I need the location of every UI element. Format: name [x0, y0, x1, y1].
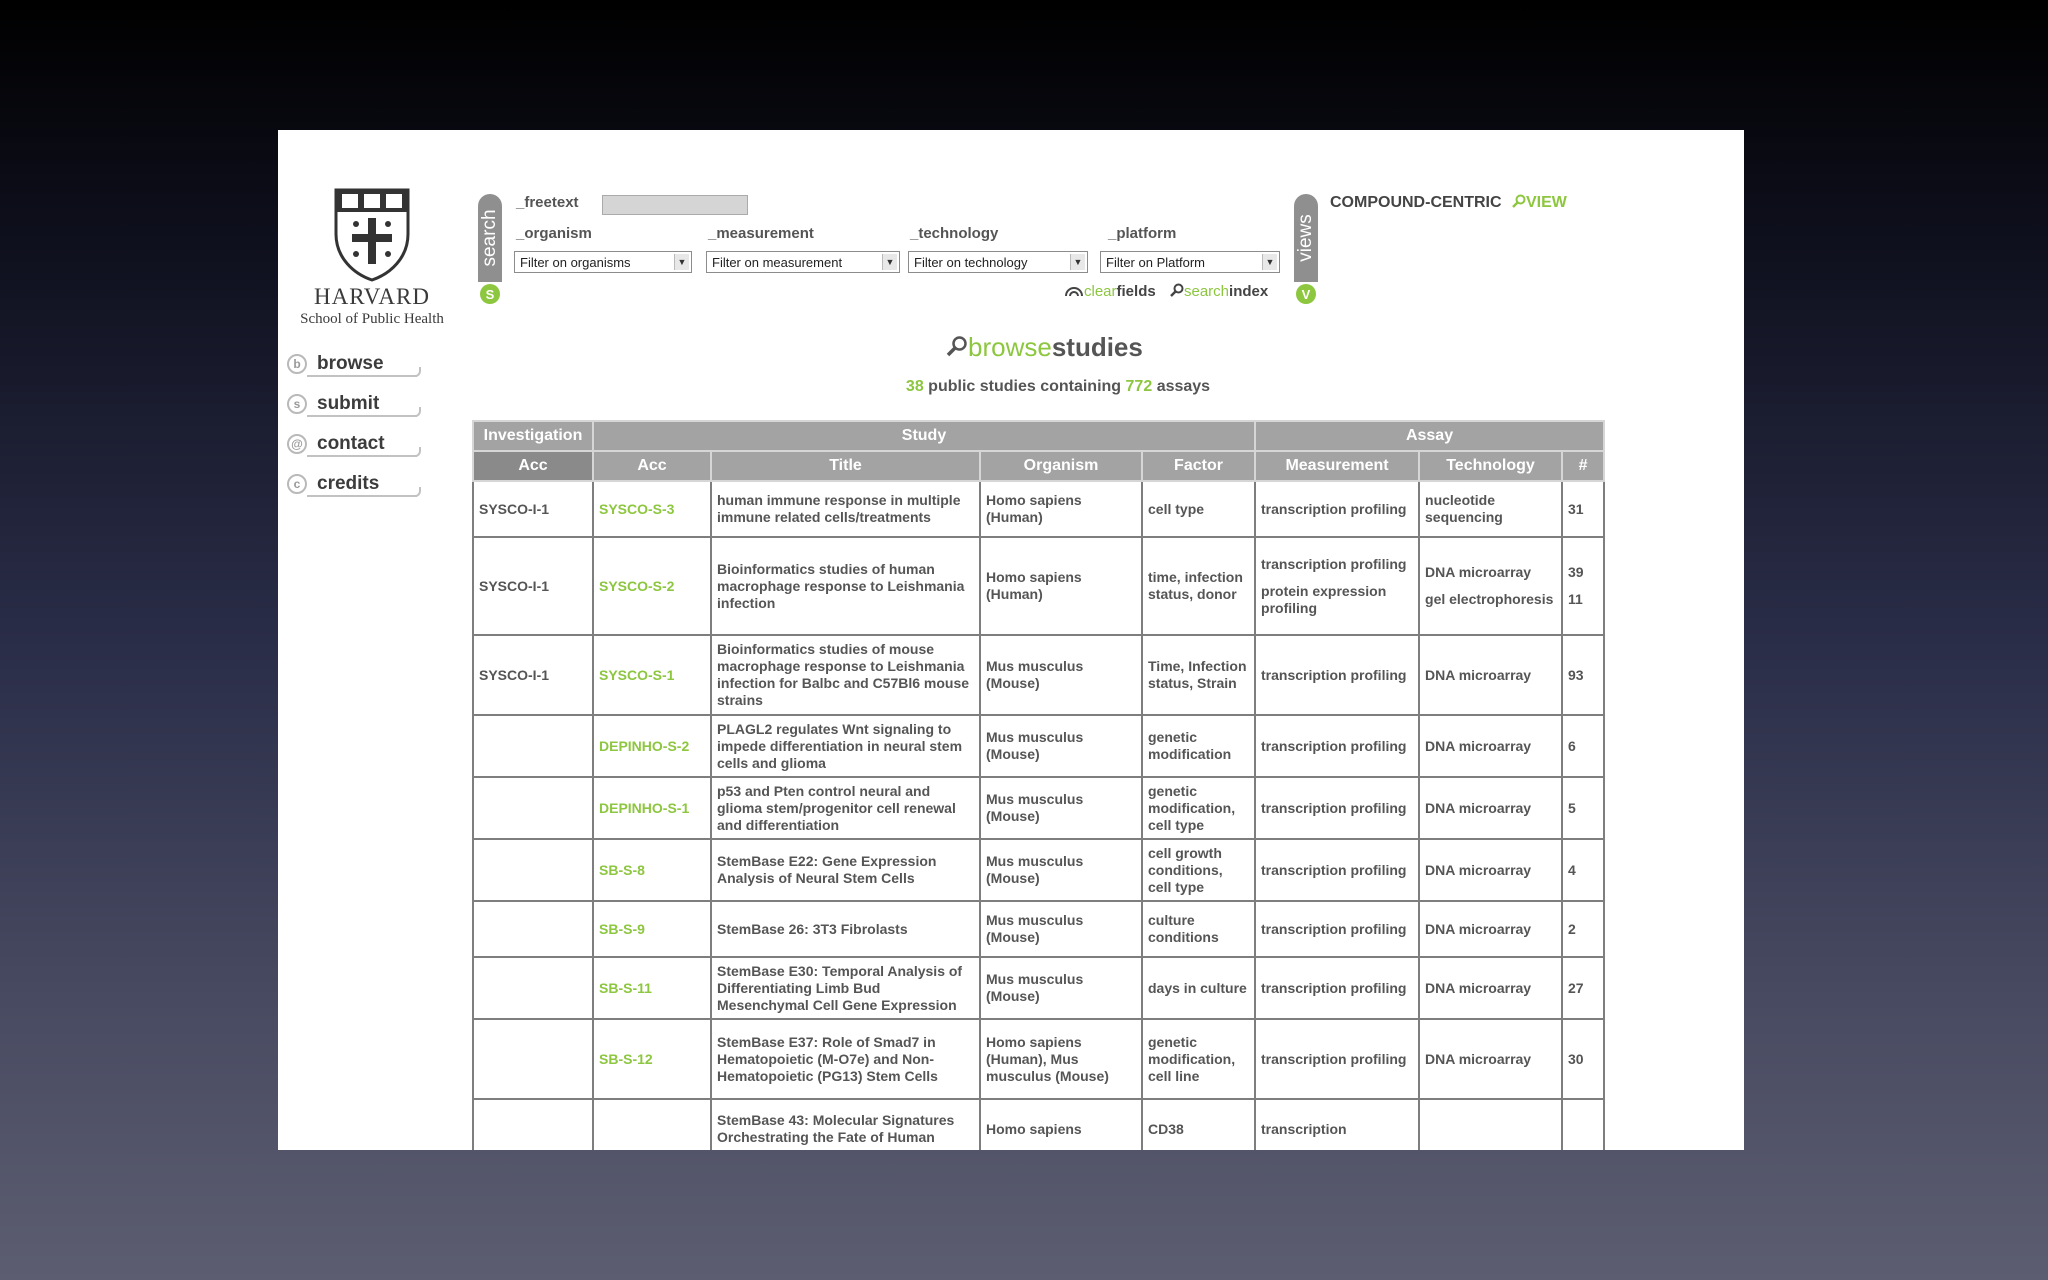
measurement-select[interactable]: [706, 251, 900, 273]
study-title-cell: StemBase 26: 3T3 Fibrolasts: [711, 901, 980, 957]
investigation-acc-cell: SYSCO-I-1: [473, 635, 593, 715]
study-title-cell: human immune response in multiple immune related cells/treatments: [711, 481, 980, 537]
measurement-value: transcription profiling: [1261, 799, 1407, 816]
count-cell: [1562, 715, 1604, 777]
summary-end: assays: [1156, 378, 1211, 395]
count-value: 2: [1568, 920, 1576, 937]
count-cell: [1562, 839, 1604, 901]
nav-underline: [307, 375, 417, 377]
views-badge-icon[interactable]: V: [1296, 284, 1316, 304]
dropdown-arrow-icon: ▼: [1070, 254, 1085, 270]
technology-value: DNA microarray: [1425, 799, 1532, 816]
study-count: 38: [905, 378, 924, 395]
measurement-value: transcription profiling: [1261, 737, 1407, 754]
nav-credits[interactable]: [287, 464, 437, 504]
measurement-cell: [1255, 1019, 1419, 1099]
organism-label: _organism: [516, 225, 592, 242]
platform-select-value: Filter on Platform: [1106, 255, 1205, 270]
left-nav: [287, 344, 437, 504]
measurement-cell: [1255, 635, 1419, 715]
factor-cell: CD38: [1142, 1099, 1255, 1150]
search-badge-icon[interactable]: S: [480, 284, 500, 304]
factor-cell: culture conditions: [1142, 901, 1255, 957]
logo-subtitle: School of Public Health: [300, 311, 444, 327]
view-link[interactable]: VIEW: [1526, 194, 1567, 211]
technology-cell: [1419, 715, 1562, 777]
study-acc-link[interactable]: SB-S-11: [593, 957, 711, 1019]
technology-value: gel electrophoresis: [1425, 591, 1554, 607]
dropdown-arrow-icon: ▼: [1262, 254, 1277, 270]
table-body: [473, 481, 1604, 1150]
study-acc-link[interactable]: DEPINHO-S-1: [593, 777, 711, 839]
nav-contact[interactable]: [287, 424, 437, 464]
count-value: 30: [1568, 1050, 1584, 1067]
measurement-value: transcription profiling: [1261, 500, 1407, 517]
study-title-cell: StemBase E37: Role of Smad7 in Hematopoietic (M-O7e) and Non-Hematopoietic (PG13) Stem Cells: [711, 1019, 980, 1099]
table-row[interactable]: [473, 635, 1604, 715]
nav-browse[interactable]: [287, 344, 437, 384]
table-row[interactable]: [473, 957, 1604, 1019]
count-cell: [1562, 901, 1604, 957]
platform-label: _platform: [1108, 225, 1177, 242]
study-title-cell: PLAGL2 regulates Wnt signaling to impede differentiation in neural stem cells and glioma: [711, 715, 980, 777]
study-title-cell: StemBase E22: Gene Expression Analysis of Neural Stem Cells: [711, 839, 980, 901]
nav-label: submit: [317, 393, 380, 414]
freetext-label: _freetext: [516, 194, 579, 211]
study-acc-link[interactable]: SYSCO-S-1: [593, 635, 711, 715]
investigation-acc-cell: [473, 777, 593, 839]
table-row[interactable]: [473, 1019, 1604, 1099]
search-index-b: index: [1229, 283, 1269, 300]
study-summary: [878, 378, 1238, 396]
assay-count: 772: [1125, 378, 1153, 395]
technology-cell: [1419, 537, 1562, 635]
investigation-acc-cell: [473, 839, 593, 901]
investigation-acc-cell: [473, 901, 593, 957]
measurement-cell: [1255, 715, 1419, 777]
count-value: 39: [1568, 564, 1584, 580]
study-title-cell: p53 and Pten control neural and glioma stem/progenitor cell renewal and differentiation: [711, 777, 980, 839]
assay-group-header: Assay: [1255, 421, 1604, 451]
nav-underline: [307, 455, 417, 457]
clear-fields-icon: [1064, 285, 1084, 297]
study-acc-link[interactable]: DEPINHO-S-2: [593, 715, 711, 777]
page-title-b: studies: [1051, 332, 1143, 362]
count-cell: [1562, 635, 1604, 715]
platform-select[interactable]: [1100, 251, 1280, 273]
table-row[interactable]: [473, 715, 1604, 777]
nav-label: browse: [317, 353, 384, 374]
page-title-a: browse: [968, 332, 1052, 362]
measurement-select-value: Filter on measurement: [712, 255, 843, 270]
measurement-cell: [1255, 1099, 1419, 1150]
factor-cell: genetic modification: [1142, 715, 1255, 777]
column-header[interactable]: Factor: [1142, 451, 1255, 481]
technology-value: DNA microarray: [1425, 979, 1532, 996]
column-header-row: [473, 451, 1604, 481]
study-acc-link[interactable]: SB-S-12: [593, 1019, 711, 1099]
table-row[interactable]: [473, 777, 1604, 839]
count-value: 6: [1568, 737, 1576, 754]
measurement-value: transcription profiling: [1261, 666, 1407, 683]
table-row[interactable]: [473, 839, 1604, 901]
nav-submit[interactable]: [287, 384, 437, 424]
column-header[interactable]: Acc: [473, 451, 593, 481]
count-cell: [1562, 957, 1604, 1019]
measurement-cell: [1255, 957, 1419, 1019]
webpage-screenshot: [278, 130, 1744, 1150]
search-tab[interactable]: [478, 194, 502, 282]
investigation-acc-cell: SYSCO-I-1: [473, 537, 593, 635]
column-header[interactable]: Measurement: [1255, 451, 1419, 481]
organism-select-value: Filter on organisms: [520, 255, 631, 270]
nav-underline: [307, 495, 417, 497]
study-acc-link[interactable]: [593, 1099, 711, 1150]
clear-fields-link[interactable]: [1064, 283, 1156, 300]
technology-cell: [1419, 481, 1562, 537]
technology-cell: [1419, 839, 1562, 901]
technology-select-value: Filter on technology: [914, 255, 1028, 270]
measurement-value: transcription profiling: [1261, 1050, 1407, 1067]
count-cell: [1562, 1019, 1604, 1099]
study-acc-link[interactable]: SB-S-8: [593, 839, 711, 901]
study-acc-link[interactable]: SYSCO-S-3: [593, 481, 711, 537]
technology-value: DNA microarray: [1425, 564, 1532, 580]
page-title: [946, 332, 1143, 363]
organism-cell: Homo sapiens (Human): [980, 481, 1142, 537]
column-header[interactable]: Title: [711, 451, 980, 481]
measurement-cell: [1255, 537, 1419, 635]
nav-underline: [307, 415, 417, 417]
technology-value: DNA microarray: [1425, 920, 1532, 937]
measurement-value: transcription profiling: [1261, 861, 1407, 878]
compound-centric-view[interactable]: [1330, 194, 1567, 212]
measurement-cell: [1255, 481, 1419, 537]
organism-cell: Mus musculus (Mouse): [980, 957, 1142, 1019]
study-title-cell: Bioinformatics studies of mouse macrophage response to Leishmania infection for Balbc and C57Bl6 mouse strains: [711, 635, 980, 715]
investigation-acc-cell: [473, 1019, 593, 1099]
dropdown-arrow-icon: ▼: [674, 254, 689, 270]
technology-cell: [1419, 1099, 1562, 1150]
technology-cell: [1419, 777, 1562, 839]
organism-select[interactable]: [514, 251, 692, 273]
organism-cell: Mus musculus (Mouse): [980, 635, 1142, 715]
count-cell: [1562, 1099, 1604, 1150]
count-value: 11: [1568, 591, 1583, 607]
table-row[interactable]: [473, 481, 1604, 537]
clear-fields-a: clear: [1084, 283, 1117, 300]
column-header[interactable]: Organism: [980, 451, 1142, 481]
technology-value: DNA microarray: [1425, 666, 1532, 683]
dropdown-arrow-icon: ▼: [882, 254, 897, 270]
investigation-acc-cell: SYSCO-I-1: [473, 481, 593, 537]
submit-icon: s: [287, 394, 307, 414]
studies-table: [472, 420, 1605, 1150]
logo-name: HARVARD: [314, 284, 430, 309]
factor-cell: cell growth conditions, cell type: [1142, 839, 1255, 901]
group-header-row: [473, 421, 1604, 451]
factor-cell: days in culture: [1142, 957, 1255, 1019]
study-acc-link[interactable]: SB-S-9: [593, 901, 711, 957]
count-cell: [1562, 777, 1604, 839]
technology-cell: [1419, 1019, 1562, 1099]
table-row[interactable]: [473, 537, 1604, 635]
technology-label: _technology: [910, 225, 999, 242]
magnifier-icon: [1512, 194, 1526, 208]
organism-cell: Homo sapiens (Human), Mus musculus (Mouse): [980, 1019, 1142, 1099]
credits-icon: c: [287, 474, 307, 494]
column-header[interactable]: Technology: [1419, 451, 1562, 481]
clear-fields-b: fields: [1116, 283, 1156, 300]
harvard-logo[interactable]: [286, 186, 458, 328]
technology-value: DNA microarray: [1425, 861, 1532, 878]
factor-cell: Time, Infection status, Strain: [1142, 635, 1255, 715]
study-group-header: Study: [593, 421, 1255, 451]
count-value: 93: [1568, 666, 1584, 683]
study-acc-link[interactable]: SYSCO-S-2: [593, 537, 711, 635]
column-header[interactable]: #: [1562, 451, 1604, 481]
nav-label: contact: [317, 433, 385, 454]
measurement-label: _measurement: [708, 225, 814, 242]
magnifier-icon: [946, 335, 968, 357]
measurement-value: transcription profiling: [1261, 920, 1407, 937]
organism-cell: Mus musculus (Mouse): [980, 839, 1142, 901]
contact-icon: @: [287, 434, 307, 454]
investigation-group-header: Investigation: [473, 421, 593, 451]
measurement-cell: [1255, 777, 1419, 839]
organism-cell: Mus musculus (Mouse): [980, 777, 1142, 839]
count-cell: [1562, 481, 1604, 537]
factor-cell: cell type: [1142, 481, 1255, 537]
measurement-value: transcription profiling: [1261, 555, 1407, 572]
measurement-value: transcription profiling: [1261, 979, 1407, 996]
technology-cell: [1419, 635, 1562, 715]
technology-cell: [1419, 957, 1562, 1019]
column-header[interactable]: Acc: [593, 451, 711, 481]
count-value: 4: [1568, 861, 1576, 878]
factor-cell: genetic modification, cell type: [1142, 777, 1255, 839]
measurement-value: transcription: [1261, 1120, 1347, 1137]
measurement-value: protein expression profiling: [1261, 582, 1387, 616]
nav-label: credits: [317, 473, 380, 494]
investigation-acc-cell: [473, 957, 593, 1019]
study-title-cell: StemBase E30: Temporal Analysis of Differentiating Limb Bud Mesenchymal Cell Gene Expression: [711, 957, 980, 1019]
count-value: 5: [1568, 799, 1576, 816]
study-title-cell: Bioinformatics studies of human macrophage response to Leishmania infection: [711, 537, 980, 635]
technology-value: DNA microarray: [1425, 1050, 1532, 1067]
search-index-link[interactable]: [1170, 283, 1268, 300]
count-value: 31: [1568, 500, 1584, 517]
count-value: 27: [1568, 979, 1584, 996]
compound-centric-label: COMPOUND-CENTRIC: [1330, 194, 1502, 211]
study-title-cell: StemBase 43: Molecular Signatures Orchestrating the Fate of Human: [711, 1099, 980, 1150]
organism-cell: Homo sapiens: [980, 1099, 1142, 1150]
table-row[interactable]: [473, 1099, 1604, 1150]
summary-text: public studies containing: [928, 378, 1122, 395]
investigation-acc-cell: [473, 715, 593, 777]
magnifier-icon: [1170, 283, 1184, 297]
factor-cell: time, infection status, donor: [1142, 537, 1255, 635]
table-row[interactable]: [473, 901, 1604, 957]
search-tab-label: search: [479, 209, 500, 267]
count-cell: [1562, 537, 1604, 635]
views-tab-label: views: [1295, 214, 1316, 262]
harvard-shield-icon: [332, 186, 412, 282]
freetext-input[interactable]: [602, 195, 748, 215]
technology-value: nucleotide sequencing: [1425, 492, 1503, 525]
search-index-a: search: [1184, 283, 1230, 300]
organism-cell: Mus musculus (Mouse): [980, 715, 1142, 777]
browse-icon: b: [287, 354, 307, 374]
measurement-cell: [1255, 839, 1419, 901]
factor-cell: genetic modification, cell line: [1142, 1019, 1255, 1099]
organism-cell: Mus musculus (Mouse): [980, 901, 1142, 957]
investigation-acc-cell: [473, 1099, 593, 1150]
technology-select[interactable]: [908, 251, 1088, 273]
views-tab[interactable]: [1294, 194, 1318, 282]
technology-cell: [1419, 901, 1562, 957]
measurement-cell: [1255, 901, 1419, 957]
organism-cell: Homo sapiens (Human): [980, 537, 1142, 635]
technology-value: DNA microarray: [1425, 737, 1532, 754]
